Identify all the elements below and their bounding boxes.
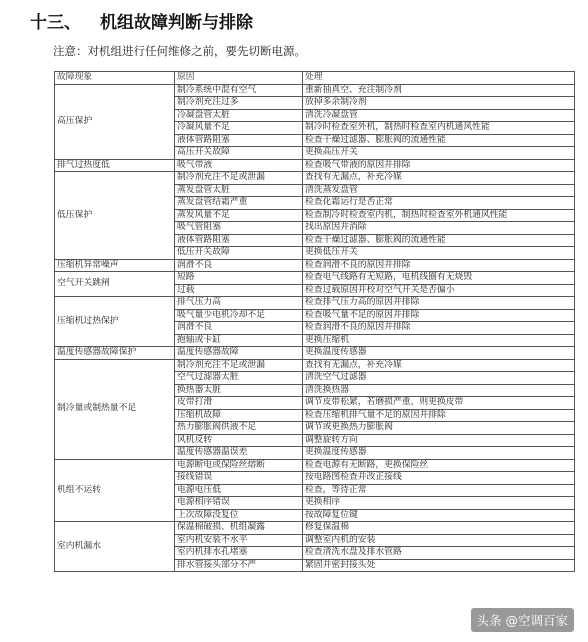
cause-cell: 蒸发风量不足 [175, 209, 303, 222]
action-cell: 更换温度传感器 [303, 447, 575, 460]
action-cell: 按故障复位键 [303, 509, 575, 522]
fault-phenomenon-cell: 温度传感器故障保护 [55, 347, 175, 360]
cause-cell: 液体管路阻塞 [175, 134, 303, 147]
cause-cell: 保温棉破损、机组凝露 [175, 522, 303, 535]
action-cell: 检查制冷时检查室内机，制热时检查室外机通风性能 [303, 209, 575, 222]
action-cell: 检查电源有无断路，更换保险丝 [303, 459, 575, 472]
header-action: 处理 [303, 72, 575, 85]
cause-cell: 温度传感器故障 [175, 347, 303, 360]
safety-note: 注意：对机组进行任何维修之前，要先切断电源。 [53, 44, 306, 58]
action-cell: 检查干燥过滤器、膨胀阀的流通性能 [303, 234, 575, 247]
table-row [55, 347, 575, 360]
cause-cell: 吸气量少电机冷却不足 [175, 309, 303, 322]
fault-phenomenon-cell: 压缩机异常噪声 [55, 259, 175, 272]
cause-cell: 冷凝风量不足 [175, 122, 303, 135]
header-cause: 原因 [175, 72, 303, 85]
cause-cell: 润滑不良 [175, 259, 303, 272]
cause-cell: 吸气管阻塞 [175, 222, 303, 235]
action-cell: 更换温度传感器 [303, 347, 575, 360]
cause-cell: 室内机排水孔堵塞 [175, 547, 303, 560]
action-cell: 更换相序 [303, 497, 575, 510]
fault-phenomenon-cell: 机组不运转 [55, 459, 175, 522]
action-cell: 清洗空气过滤器 [303, 372, 575, 385]
fault-phenomenon-cell: 低压保护 [55, 172, 175, 260]
cause-cell: 电源相序错误 [175, 497, 303, 510]
action-cell: 检查排气压力高的原因并排除 [303, 297, 575, 310]
cause-cell: 皮带打滑 [175, 397, 303, 410]
action-cell: 检查吸气量不足的原因并排除 [303, 309, 575, 322]
action-cell: 清洗换热器 [303, 384, 575, 397]
action-cell: 检查清洗水盘及排水管路 [303, 547, 575, 560]
action-cell: 清洗冷凝盘管 [303, 109, 575, 122]
action-cell: 检查，等待正常 [303, 484, 575, 497]
cause-cell: 制冷系统中混有空气 [175, 84, 303, 97]
table-header-row [55, 72, 575, 85]
action-cell: 制冷时检查室外机，制热时检查室内机通风性能 [303, 122, 575, 135]
cause-cell: 短路 [175, 272, 303, 285]
table-row [55, 84, 575, 97]
cause-cell: 润滑不良 [175, 322, 303, 335]
cause-cell: 制冷剂充注不足或泄漏 [175, 172, 303, 185]
action-cell: 调节皮带松紧，若磨损严重，则更换皮带 [303, 397, 575, 410]
action-cell: 更换压缩机 [303, 334, 575, 347]
cause-cell: 换热器太脏 [175, 384, 303, 397]
cause-cell: 冷凝盘管太脏 [175, 109, 303, 122]
action-cell: 放掉多余制冷剂 [303, 97, 575, 110]
table-row [55, 159, 575, 172]
action-cell: 查找有无漏点，补充冷媒 [303, 172, 575, 185]
action-cell: 检查润滑不良的原因并排除 [303, 322, 575, 335]
cause-cell: 空气过滤器太脏 [175, 372, 303, 385]
cause-cell: 吸气带液 [175, 159, 303, 172]
table-row [55, 172, 575, 185]
cause-cell: 液体管路阻塞 [175, 234, 303, 247]
action-cell: 调整旋转方向 [303, 434, 575, 447]
fault-phenomenon-cell: 高压保护 [55, 84, 175, 159]
table-row [55, 359, 575, 372]
action-cell: 调整室内机的安装 [303, 534, 575, 547]
cause-cell: 低压开关故障 [175, 247, 303, 260]
action-cell: 检查吸气带液的原因并排除 [303, 159, 575, 172]
action-cell: 修复保温棉 [303, 522, 575, 535]
action-cell: 检查干燥过滤器、膨胀阀的流通性能 [303, 134, 575, 147]
fault-table-body [55, 72, 575, 572]
action-cell: 按电路图检查并改正接线 [303, 472, 575, 485]
cause-cell: 过载 [175, 284, 303, 297]
action-cell: 找出原因并消除 [303, 222, 575, 235]
cause-cell: 风机反转 [175, 434, 303, 447]
fault-phenomenon-cell: 制冷量或制热量不足 [55, 359, 175, 459]
action-cell: 调节或更换热力膨胀阀 [303, 422, 575, 435]
section-heading [30, 8, 253, 34]
fault-phenomenon-cell: 空气开关跳闸 [55, 272, 175, 297]
section-number: 十三、 [30, 13, 81, 33]
action-cell: 检查压缩机排气量不足的原因并排除 [303, 409, 575, 422]
cause-cell: 温度传感器温误差 [175, 447, 303, 460]
action-cell: 检查化霜运行是否正常 [303, 197, 575, 210]
cause-cell: 电源断电或保险丝熔断 [175, 459, 303, 472]
action-cell: 检查过载原因并校对空气开关是否偏小 [303, 284, 575, 297]
cause-cell: 高压开关故障 [175, 147, 303, 160]
action-cell: 更换高压开关 [303, 147, 575, 160]
cause-cell: 上次故障没复位 [175, 509, 303, 522]
cause-cell: 蒸发盘管结霜严重 [175, 197, 303, 210]
action-cell: 查找有无漏点，补充冷媒 [303, 359, 575, 372]
action-cell: 检查电气线路有无短路，电机线圈有无烧毁 [303, 272, 575, 285]
table-row [55, 459, 575, 472]
cause-cell: 室内机安装不水平 [175, 534, 303, 547]
cause-cell: 热力膨胀阀供液不足 [175, 422, 303, 435]
action-cell: 紧固并密封接头处 [303, 559, 575, 572]
action-cell: 清洗蒸发盘管 [303, 184, 575, 197]
action-cell: 更换低压开关 [303, 247, 575, 260]
fault-table [54, 71, 575, 572]
table-row [55, 259, 575, 272]
fault-phenomenon-cell: 排气过热度低 [55, 159, 175, 172]
header-phenomenon: 故障现象 [55, 72, 175, 85]
cause-cell: 制冷剂充注不足或泄漏 [175, 359, 303, 372]
action-cell: 重新抽真空、充注制冷剂 [303, 84, 575, 97]
cause-cell: 蒸发盘管太脏 [175, 184, 303, 197]
watermark: 头条 @空调百家 [471, 608, 574, 632]
section-title: 机组故障判断与排除 [100, 13, 253, 33]
cause-cell: 排气压力高 [175, 297, 303, 310]
cause-cell: 压缩机故障 [175, 409, 303, 422]
cause-cell: 接线错误 [175, 472, 303, 485]
cause-cell: 制冷剂充注过多 [175, 97, 303, 110]
table-row [55, 272, 575, 285]
table-row [55, 522, 575, 535]
cause-cell: 抱轴或卡缸 [175, 334, 303, 347]
cause-cell: 电源电压低 [175, 484, 303, 497]
fault-phenomenon-cell: 压缩机过热保护 [55, 297, 175, 347]
cause-cell: 排水管接头部分不严 [175, 559, 303, 572]
fault-phenomenon-cell: 室内机漏水 [55, 522, 175, 572]
action-cell: 检查润滑不良的原因并排除 [303, 259, 575, 272]
table-row [55, 297, 575, 310]
